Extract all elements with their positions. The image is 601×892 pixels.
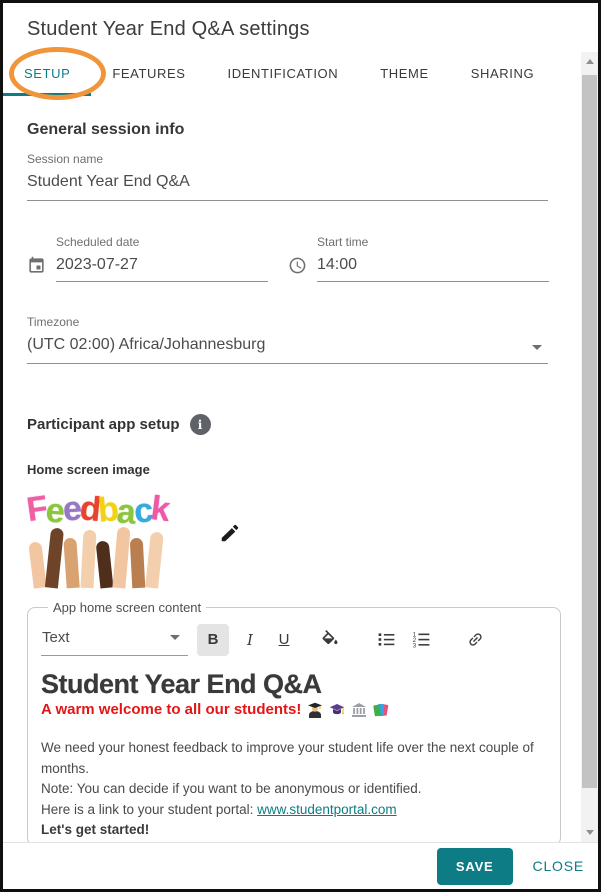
graduation-cap-emoji — [329, 702, 345, 718]
insert-link-button[interactable] — [459, 624, 491, 656]
fill-color-button[interactable] — [314, 624, 346, 656]
italic-button[interactable]: I — [234, 624, 266, 656]
paragraph: Note: You can decide if you want to be anonymous or identified. — [41, 781, 422, 796]
bold-button[interactable]: B — [197, 624, 229, 656]
home-screen-image-row — [24, 488, 581, 588]
welcome-text: A warm welcome to all our students! — [41, 701, 302, 718]
save-button[interactable]: SAVE — [437, 848, 513, 885]
start-time-label: Start time — [317, 235, 369, 249]
link-prefix-text: Here is a link to your student portal: — [41, 801, 258, 817]
student-emoji — [307, 702, 323, 718]
hand-art — [112, 527, 130, 589]
timezone-select[interactable]: (UTC 02:00) Africa/Johannesburg — [27, 336, 548, 364]
welcome-line — [41, 701, 548, 718]
active-tab-indicator — [3, 93, 91, 96]
date-time-row — [27, 235, 557, 282]
scheduled-date-field — [27, 235, 268, 282]
hand-art — [63, 538, 79, 589]
session-name-label: Session name — [27, 152, 104, 166]
tab-features[interactable]: FEATURES — [112, 66, 186, 81]
scrollbar-thumb[interactable] — [582, 75, 597, 788]
dialog-scroll-area — [3, 3, 581, 842]
editor-content-area[interactable] — [41, 671, 548, 841]
text-format-select[interactable] — [41, 623, 188, 656]
session-name-input[interactable]: Student Year End Q&A — [27, 173, 548, 201]
link-icon — [465, 629, 486, 650]
pencil-icon — [219, 522, 241, 544]
close-button[interactable]: CLOSE — [532, 858, 584, 874]
hand-art — [80, 530, 96, 589]
participant-app-setup-heading — [27, 414, 581, 435]
edit-image-button[interactable] — [219, 521, 243, 545]
closing-line: Let's get started! — [41, 822, 150, 837]
underline-button[interactable]: U — [268, 624, 300, 656]
calendar-icon — [27, 256, 46, 275]
svg-text:1: 1 — [412, 631, 416, 639]
bulleted-list-button[interactable] — [370, 624, 402, 656]
editor-body-text — [41, 738, 548, 841]
numbered-list-icon — [411, 629, 432, 650]
tab-theme[interactable]: THEME — [380, 66, 429, 81]
clock-icon — [288, 256, 307, 275]
tab-sharing[interactable]: SHARING — [470, 66, 535, 81]
participant-heading-text: Participant app setup — [27, 416, 180, 433]
editor-toolbar — [41, 623, 548, 656]
home-screen-image-preview — [24, 488, 177, 588]
paint-bucket-icon — [320, 630, 340, 650]
vertical-scrollbar[interactable] — [581, 52, 598, 842]
general-session-info-heading: General session info — [27, 121, 185, 138]
scheduled-date-input[interactable]: 2023-07-27 — [56, 256, 138, 273]
hand-art — [28, 541, 47, 588]
hand-art — [45, 527, 64, 588]
scroll-up-arrow-icon[interactable] — [586, 59, 594, 64]
session-name-field — [27, 152, 548, 201]
svg-text:3: 3 — [412, 642, 416, 650]
start-time-field — [288, 235, 549, 282]
dialog-title: Student Year End Q&A settings — [27, 18, 310, 40]
bulleted-list-icon — [376, 629, 397, 650]
timezone-field — [27, 315, 548, 364]
format-select-value: Text — [42, 629, 70, 646]
classical-building-emoji — [351, 702, 367, 718]
dialog-footer — [3, 842, 598, 889]
editor-content-heading: Student Year End Q&A — [41, 669, 322, 699]
feedback-word-art: Feedback — [24, 488, 171, 532]
hand-art — [130, 538, 146, 589]
hand-art — [96, 540, 114, 588]
tab-identification[interactable]: IDENTIFICATION — [227, 66, 339, 81]
student-portal-link[interactable]: www.studentportal.com — [257, 801, 397, 817]
start-time-input[interactable]: 14:00 — [317, 256, 358, 273]
paragraph: We need your honest feedback to improve your student life over the next couple of months. — [41, 740, 534, 776]
home-screen-image-label: Home screen image — [27, 462, 150, 477]
info-icon[interactable]: i — [190, 414, 211, 435]
numbered-list-button[interactable] — [405, 624, 437, 656]
hand-art — [145, 531, 164, 588]
editor-legend: App home screen content — [53, 600, 202, 615]
books-emoji — [373, 702, 389, 718]
svg-text:2: 2 — [412, 636, 416, 644]
timezone-label: Timezone — [27, 315, 80, 329]
paragraph — [41, 800, 548, 821]
scroll-down-arrow-icon[interactable] — [586, 830, 594, 835]
chevron-down-icon[interactable] — [532, 345, 542, 350]
tab-bar — [3, 60, 581, 97]
app-home-screen-content-editor — [27, 600, 561, 842]
scheduled-date-label: Scheduled date — [56, 235, 140, 249]
chevron-down-icon — [170, 635, 180, 640]
tab-setup[interactable]: SETUP — [24, 66, 71, 81]
